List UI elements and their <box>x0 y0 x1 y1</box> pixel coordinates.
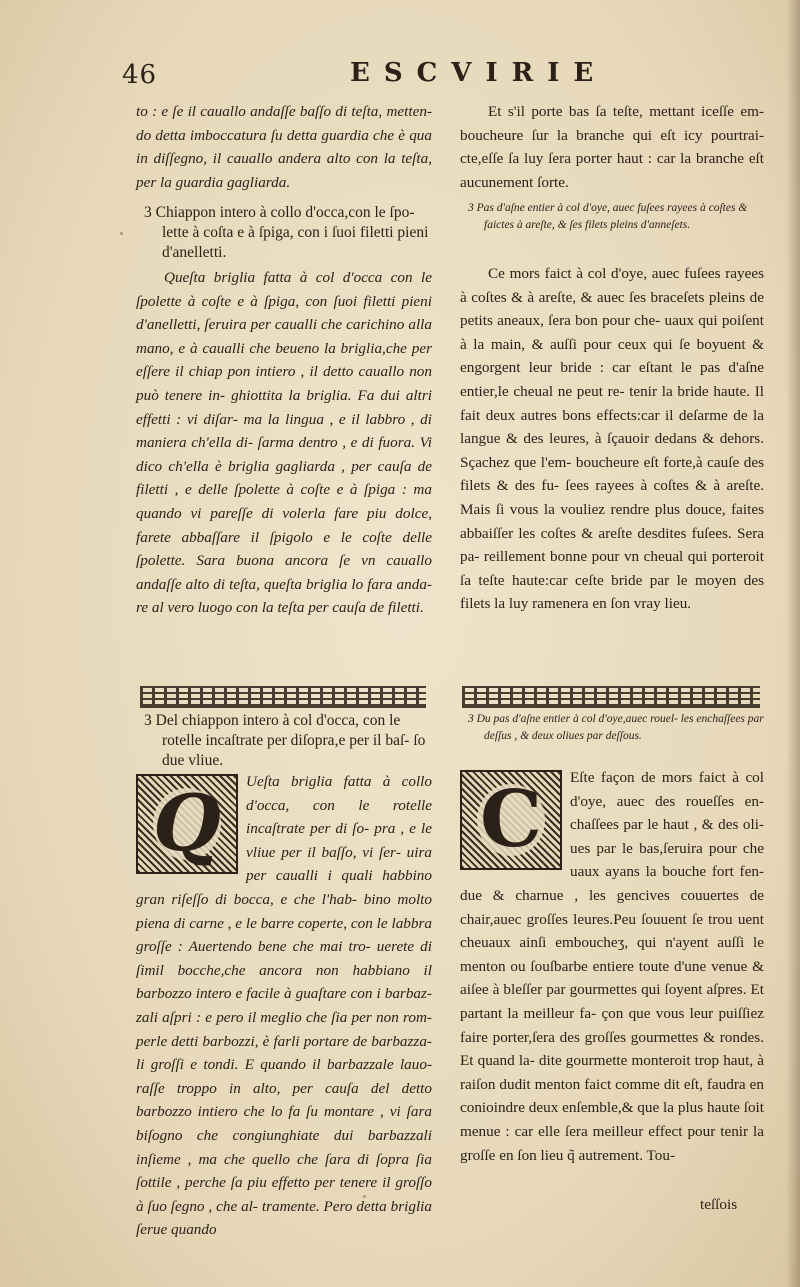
right-drop-cap <box>460 770 562 870</box>
left-section1-heading-block <box>136 203 432 263</box>
right-section1-heading: 3 Pas d'aſne entier à col d'oye, auec fuſees rayees à coſtes & faictes à areſte, & ſes filets pleins d'anneſets. <box>468 202 748 231</box>
right-top-block <box>460 100 764 194</box>
right-top-paragraph: Et s'il porte bas ſa teſte, mettant iceſſe em‑ boucheure ſur la branche qui eſt icy pourtrai‑ cte,eſſe ſa luy ſera porter haut : car la branche eſt aucunement ſorte. <box>460 103 764 191</box>
paper-speck <box>120 232 123 235</box>
running-title: ESCVIRIE <box>350 58 608 88</box>
left-section2-heading: 3 Del chiappon intero à col d'occa, con le rotelle incaſtrate per diſopra,e per il baſ‑ ſo due vliue. <box>144 712 426 769</box>
right-section1-heading-block <box>460 200 764 234</box>
right-section2-body: Eſte façon de mors faict à col d'oye, auec des roueſſes en‑ chaſſees par le haut , & des oli‑ ues par le bas,ſeruira pour che uaux ayans la bouche fort fen‑ due & charnue , les gencives couuertes de chair,auec groſſes leures.Peu ſouuent ſe trou uent cheuaux ainſi emboucheʒ, qui n'ayent auſſi le menton ou ſouſbarbe entiere toute d'une venue & aiſee à bleſſer par gourmettes qui ſoyent aſpres. Et partant la meilleur fa‑ çon que vous leur puiſſiez faire porter,ſera des groſſes gourmettes & rondes. Et quand la‑ dite gourmette monteroit trop haut, à raiſon dudit menton faict comme dit eſt, faudra en conioindre deux enſemble,& que la plus haute ſoit menue : car elle ſera meilleur effect pour tenir la groſſe en ſon lieu q̃ autrement. Tou‑ <box>460 769 764 1164</box>
right-section1-body: Ce mors faict à col d'oye, auec fuſees rayees à coſtes & à areſte, & auec ſes braceſets pleins de petits aneaux, ſera bon pour che‑ uaux qui poiſent à la main, & auſſi pour ceux qui ſe boyuent & engorgent leur bride : car eſtant le pas d'aſne entier,le cheual ne peut re‑ tenir la bride haute. Il fait deux autres bons effects:car il deſarme de la langue & des leures, à ſçauoir dedans & dehors. Sçachez que l'em‑ boucheure eſt forte,à cauſe des filets & des fu‑ ſees rayees à coſtes & à areſte. Mais ſi vous la vouliez rendre plus douce, faites abbaiſſer les coſtes & areſte desdites fuſees. Sera pa‑ reillement bonne pour vn cheual qui porteroit ſa teſte haute:car ceſte bride par le moyen des filets la luy ramenera en ſon vray lieu. <box>460 265 764 613</box>
left-drop-cap <box>136 774 238 874</box>
right-section1-body-block <box>460 262 764 616</box>
left-section1-body-block <box>136 266 432 620</box>
left-section1-heading: 3 Chiappon intero à collo d'occa,con le ſpo‑ lette à coſta e à ſpiga, con i ſuoi filetti pieni d'anelletti. <box>144 204 429 261</box>
left-drop-cap-letter: Q <box>153 778 221 869</box>
right-drop-cap-letter: C <box>477 784 545 856</box>
page-number: 46 <box>122 60 158 90</box>
left-top-paragraph: to : e ſe il cauallo andaſſe baſſo di teſta, metten‑ do detta imboccatura ſu detta guardia che è qua in diſſegno, il cauallo andera alto con la teſta, per la guardia gagliarda. <box>136 103 432 191</box>
left-section1-body: Queſta briglia fatta à col d'occa con le ſpolette à coſte e à ſpiga, con ſuoi filetti pieni d'anelletti, ſeruira per caualli che carichino alla mano, e à caualli che beueno la briglia,che per eſſere il chiap pon intiero , il detto cauallo non può tenere in‑ ghiottita la briglia. Fa dui altri effetti : vi diſar‑ ma la lingua , e il labbro , di maniera ch'ella di‑ ſarma dentro , e di fuora. Vi dico ch'ella è briglia gagliarda , per cauſa de filetti , e delle ſpolette à coſte e à ſpiga : ma quando vi pareſſe di volerla fare piu dolce, farete abbaſſare il ſpigolo e le coſte delle ſpolette. Sara buona ancora ſe vn cauallo andaſſe alto di teſta, queſta briglia lo fara anda‑ re al vero luogo con la teſta per cauſa de filetti. <box>136 269 432 617</box>
left-section2-heading-block <box>136 711 432 771</box>
right-ornament-band <box>462 686 760 708</box>
catchword: teſſois <box>700 1196 738 1213</box>
left-ornament-band <box>140 686 426 708</box>
paper-speck <box>363 1195 366 1198</box>
right-section2-body-block <box>460 766 764 1167</box>
left-section2-body: Ueſta briglia fatta à collo d'occa, con le rotelle incaſtrate per di ſo‑ pra , e le vliue per il baſſo, vi ſer‑ uira per caualli i quali habbino gran riſeſſo di bocca, e che l'hab‑ bino molto piena di carne , e le barre coperte, con le labbra groſſe : Auertendo bene che mai tro‑ uerete di ſimil bocche,che ancora non habbiano il barbozzo intero e facile à guaſtare con i barbaz‑ zali aſpri : e pero il meglio che ſia per non rom‑ perle detti barbozzi, è farli portare de barbazza‑ li groſſi e tondi. E quando il barbazzale lauo‑ raſſe troppo in alto, per cauſa del detto barbozzo intiero che lo fa ſu montare , vi ſara biſogno che congiunghiate dui barbazzali inſieme , ma che quello che ſara di ſopra ſia ſottile , perche ſa piu effetto per tenere il groſſo à ſuo ſegno , che al‑ tramente. Pero detta briglia ſerue quando <box>136 773 432 1239</box>
right-section2-heading-block <box>460 711 764 745</box>
left-top-block <box>136 100 432 194</box>
left-section2-body-block <box>136 770 432 1242</box>
page-gutter-shadow <box>786 0 800 1287</box>
right-section2-heading: 3 Du pas d'aſne entier à col d'oye,auec rouel‑ les enchaſſees par deſſus , & deux oliues par deſſous. <box>468 713 764 742</box>
